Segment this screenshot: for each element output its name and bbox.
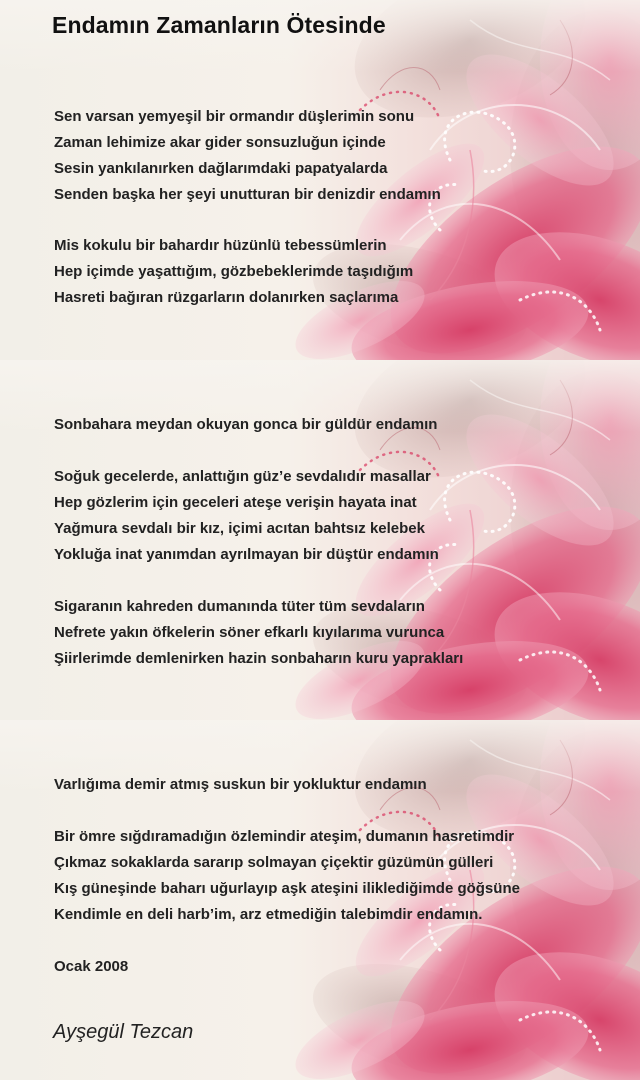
- poem-line: Yağmura sevdalı bir kız, içimi acıtan bahtsız kelebek: [54, 520, 425, 537]
- poem-line: Nefrete yakın öfkelerin söner efkarlı kıyılarıma vurunca: [54, 624, 445, 641]
- poem-line: Yokluğa inat yanımdan ayrılmayan bir düştür endamın: [54, 546, 439, 563]
- poem-line: Soğuk gecelerde, anlattığın güz’e sevdalıdır masallar: [54, 468, 431, 485]
- poem-title: Endamın Zamanların Ötesinde: [52, 12, 386, 38]
- poem-line: Hasreti bağıran rüzgarların dolanırken saçlarıma: [54, 289, 399, 306]
- author-signature: Ayşegül Tezcan: [53, 1021, 194, 1043]
- poem-line: Kendimle en deli harb’im, arz etmediğin talebimdir endamın.: [54, 906, 483, 923]
- poem-line: Çıkmaz sokaklarda sararıp solmayan çiçektir güzümün gülleri: [54, 854, 494, 871]
- poem-line: Sonbahara meydan okuyan gonca bir güldür endamın: [54, 416, 438, 433]
- poem-line: Sigaranın kahreden dumanında tüter tüm sevdaların: [54, 598, 425, 615]
- poem-line: Mis kokulu bir bahardır hüzünlü tebessümlerin: [54, 237, 387, 254]
- poem-line: Varlığıma demir atmış suskun bir yokluktur endamın: [54, 776, 427, 793]
- poem-line: Sen varsan yemyeşil bir ormandır düşlerimin sonu: [54, 108, 415, 125]
- poem-line: Kış güneşinde baharı uğurlayıp aşk ateşini iliklediğimde göğsüne: [54, 880, 520, 897]
- poem-line: Sesin yankılanırken dağlarımdaki papatyalarda: [54, 160, 388, 177]
- poem-line: Şiirlerimde demlenirken hazin sonbaharın kuru yaprakları: [54, 650, 464, 667]
- poem-line: Hep gözlerim için geceleri ateşe verişin hayata inat: [54, 494, 417, 511]
- poem-line: Zaman lehimize akar gider sonsuzluğun içinde: [54, 134, 386, 151]
- poem-line: Bir ömre sığdıramadığın özlemindir ateşim, dumanın hasretimdir: [54, 828, 515, 845]
- poem-date: Ocak 2008: [54, 958, 129, 975]
- poem-line: Hep içimde yaşattığım, gözbebeklerimde taşıdığım: [54, 263, 414, 280]
- poem-line: Senden başka her şeyi unutturan bir denizdir endamın: [54, 186, 441, 203]
